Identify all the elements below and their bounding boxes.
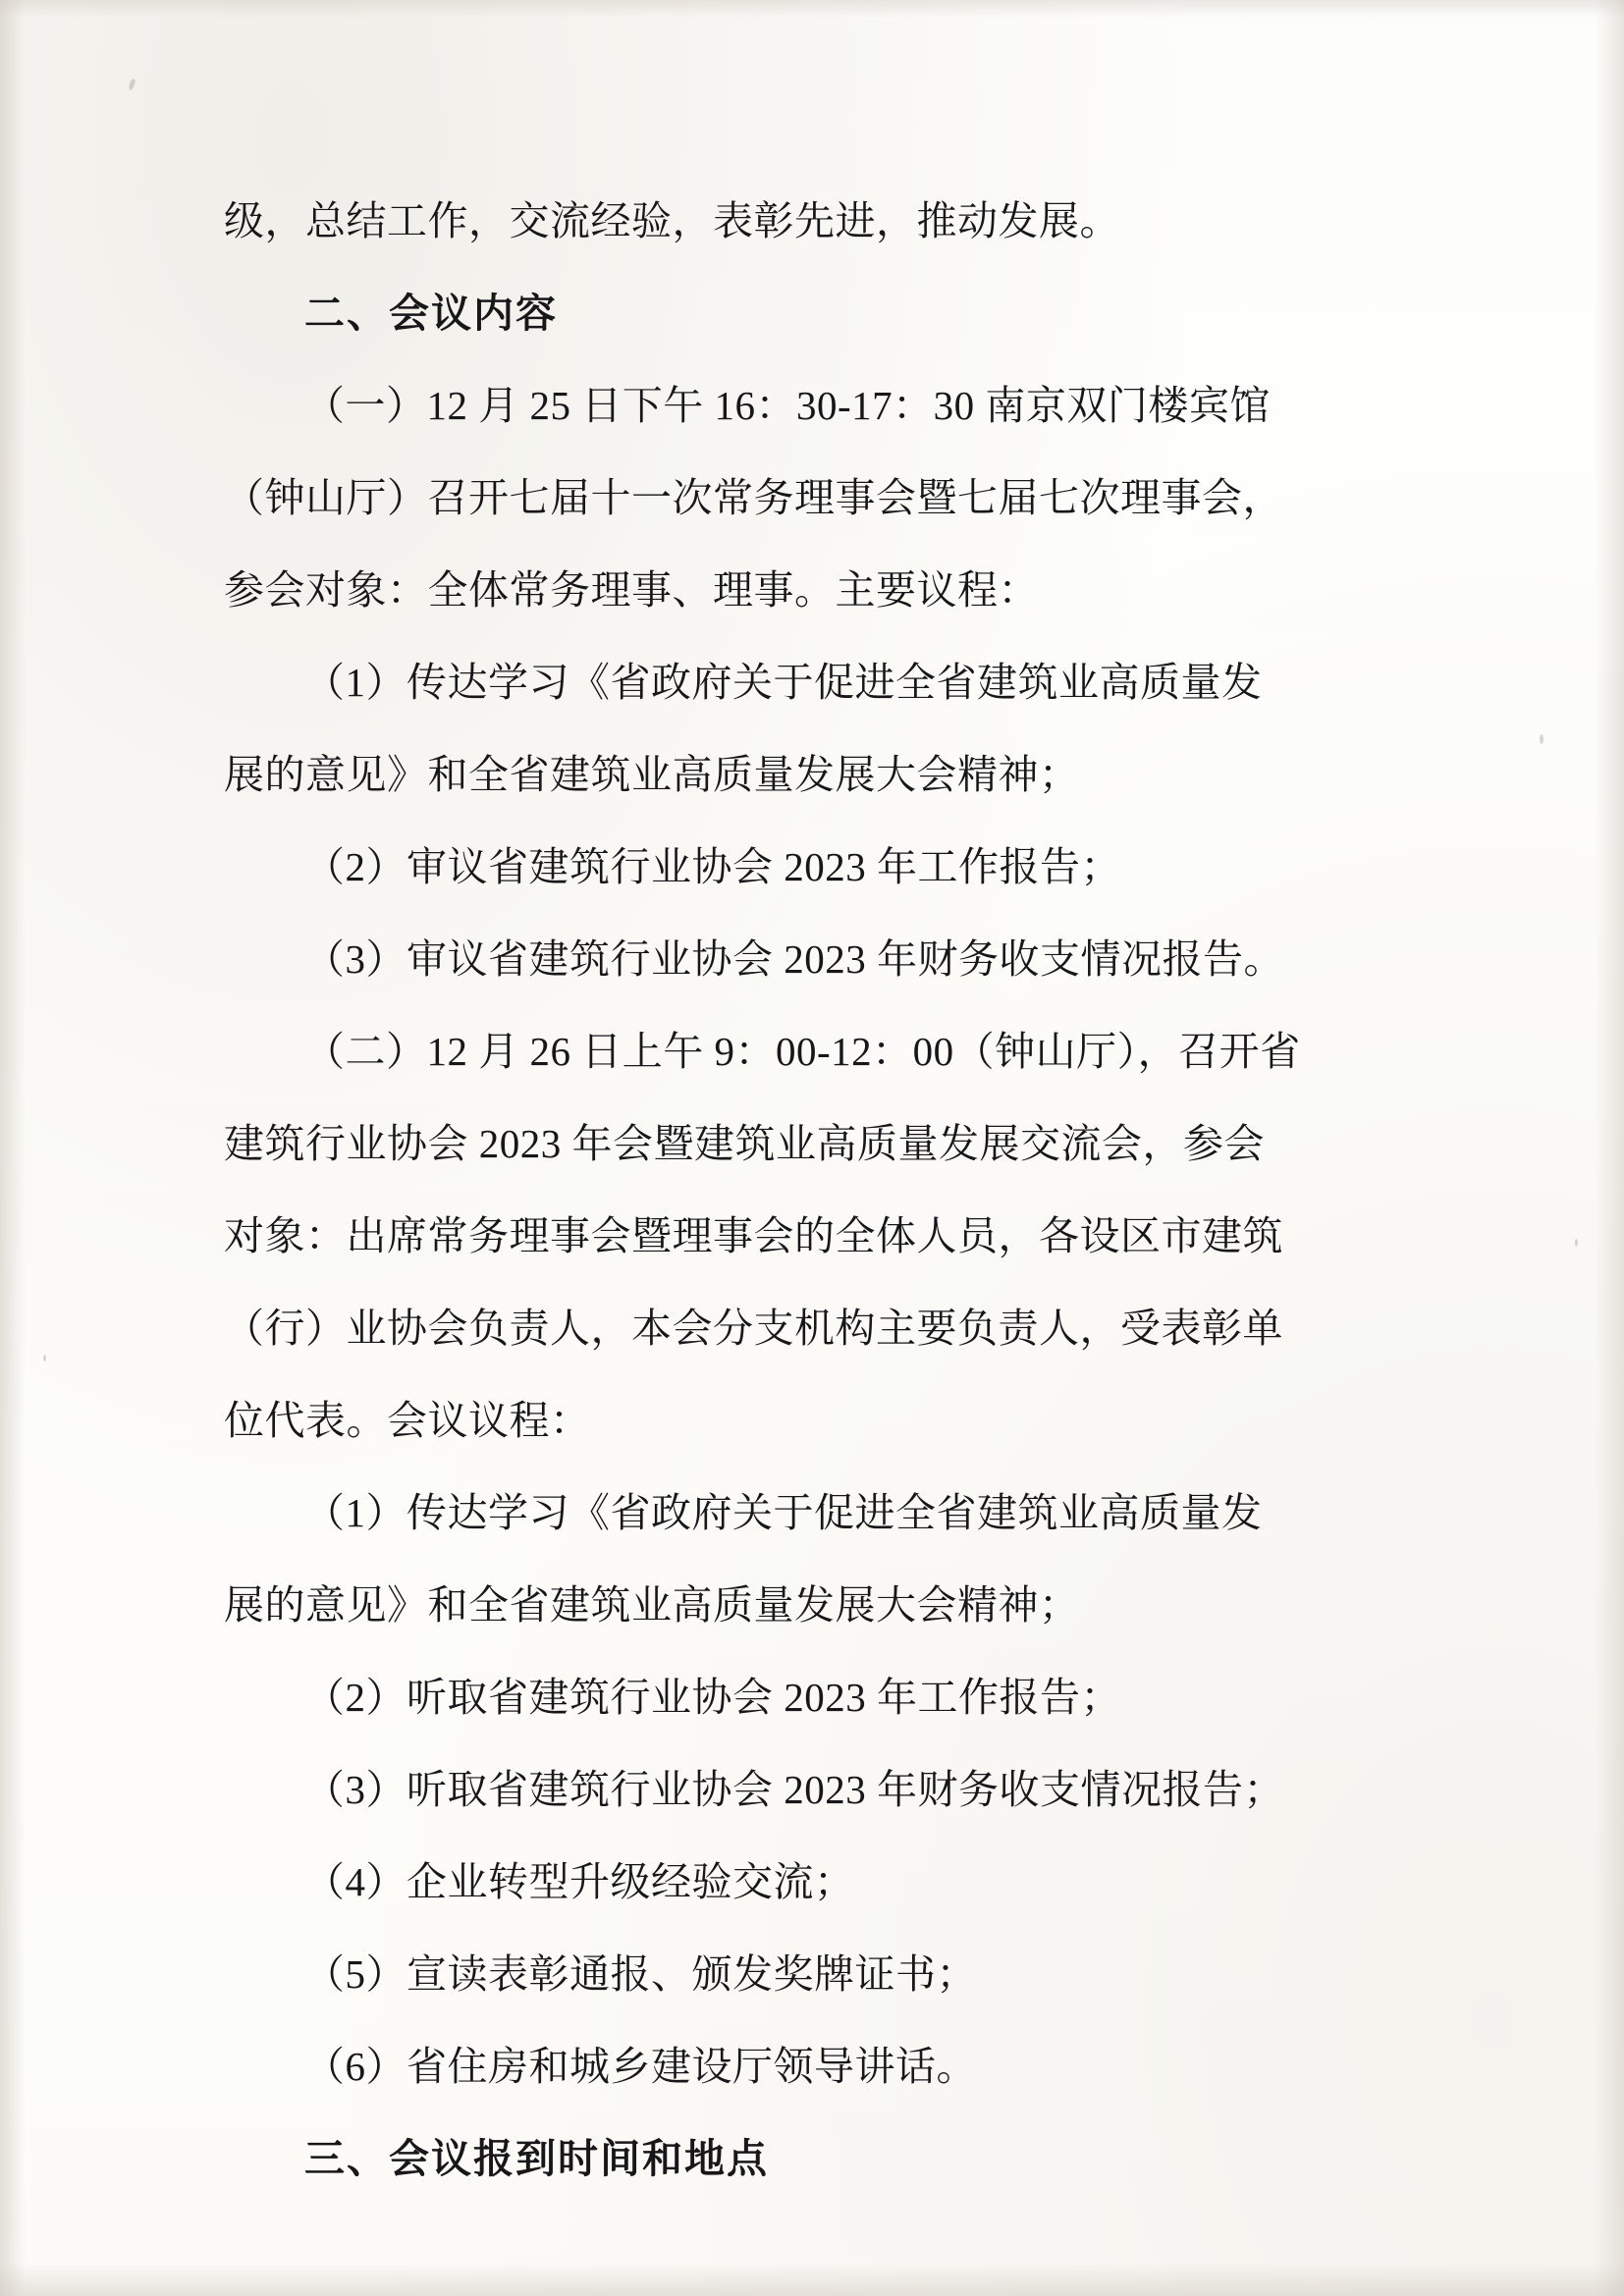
body-line: （4）企业转型升级经验交流； <box>304 1859 855 1904</box>
body-line: （一）12 月 25 日下午 16：30-17：30 南京双门楼宾馆 <box>304 383 1271 428</box>
scan-edge-bottom <box>0 2263 1624 2296</box>
scan-speck <box>1540 734 1543 744</box>
body-line: 对象：出席常务理事会暨理事会的全体人员，各设区市建筑 <box>224 1213 1283 1258</box>
scan-edge-right <box>1595 0 1624 2296</box>
body-line: （6）省住房和城乡建设厅领导讲话。 <box>304 2044 977 2089</box>
body-line: 建筑行业协会 2023 年会暨建筑业高质量发展交流会，参会 <box>224 1121 1265 1166</box>
scan-edge-top <box>0 0 1624 18</box>
body-line: 展的意见》和全省建筑业高质量发展大会精神； <box>224 1582 1080 1628</box>
section-heading-meeting-content: 二、会议内容 <box>304 291 558 336</box>
body-line: 位代表。会议议程： <box>224 1398 591 1443</box>
body-line: 参会对象：全体常务理事、理事。主要议程： <box>224 567 1039 613</box>
scan-edge-left <box>0 0 26 2296</box>
body-line: （2）审议省建筑行业协会 2023 年工作报告； <box>304 844 1121 889</box>
scan-speck <box>1575 1239 1578 1247</box>
body-line: （3）听取省建筑行业协会 2023 年财务收支情况报告； <box>304 1767 1284 1812</box>
body-line: （2）听取省建筑行业协会 2023 年工作报告； <box>304 1675 1121 1720</box>
body-line: 展的意见》和全省建筑业高质量发展大会精神； <box>224 752 1080 797</box>
body-line: （钟山厅）召开七届十一次常务理事会暨七届七次理事会， <box>224 475 1283 520</box>
body-line: （3）审议省建筑行业协会 2023 年财务收支情况报告。 <box>304 936 1284 982</box>
body-line: （5）宣读表彰通报、颁发奖牌证书； <box>304 1951 977 1997</box>
section-heading-report-time-place: 三、会议报到时间和地点 <box>304 2136 769 2181</box>
body-line: （二）12 月 26 日上午 9：00-12：00（钟山厅），召开省 <box>304 1029 1301 1074</box>
body-line: （行）业协会负责人，本会分支机构主要负责人，受表彰单 <box>224 1306 1283 1351</box>
body-line: 级，总结工作，交流经验，表彰先进，推动发展。 <box>224 198 1120 243</box>
scan-speck <box>128 79 135 91</box>
body-line: （1）传达学习《省政府关于促进全省建筑业高质量发 <box>304 660 1263 705</box>
scan-speck <box>43 1355 46 1362</box>
document-body <box>224 175 1420 2205</box>
body-line: （1）传达学习《省政府关于促进全省建筑业高质量发 <box>304 1490 1263 1535</box>
